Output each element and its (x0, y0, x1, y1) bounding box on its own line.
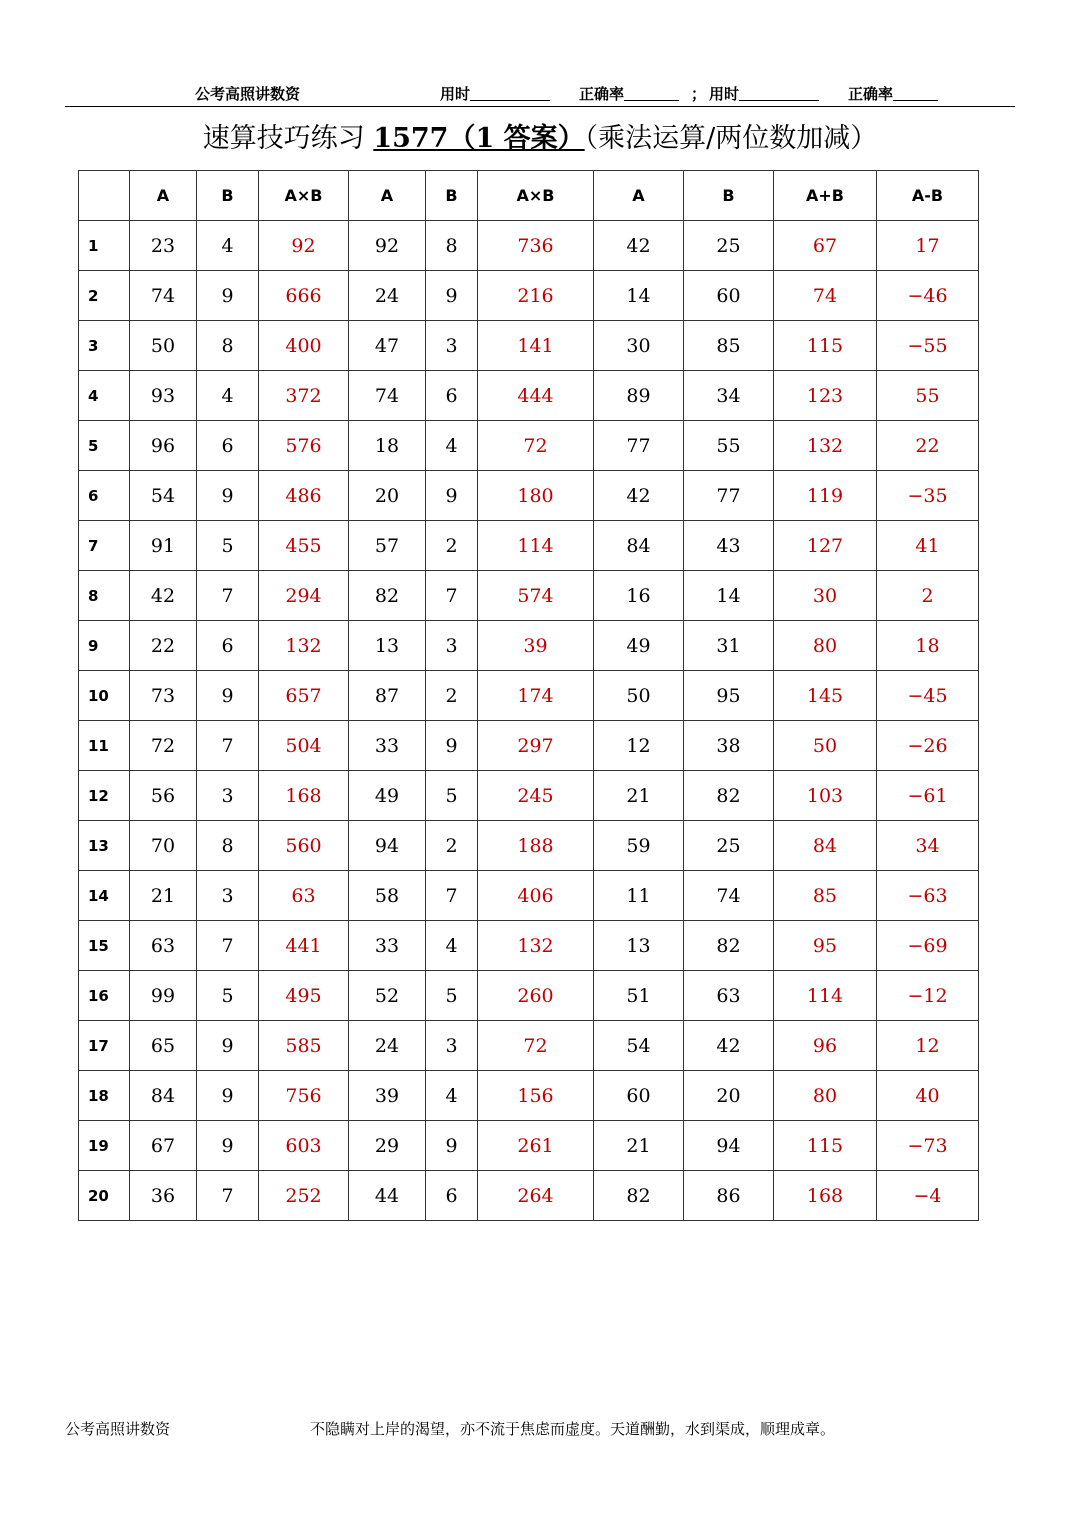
operand-cell: 91 (130, 521, 197, 571)
operand-cell: 5 (197, 521, 259, 571)
operand-cell: 63 (130, 921, 197, 971)
row-number: 1 (79, 221, 130, 271)
operand-cell: 23 (130, 221, 197, 271)
answer-cell: 84 (774, 821, 877, 871)
answer-cell: 96 (774, 1021, 877, 1071)
row-number: 13 (79, 821, 130, 871)
operand-cell: 20 (349, 471, 426, 521)
operand-cell: 25 (684, 821, 774, 871)
operand-cell: 7 (426, 871, 478, 921)
answer-cell: 168 (774, 1171, 877, 1221)
operand-cell: 4 (197, 221, 259, 271)
answer-cell: 12 (877, 1021, 979, 1071)
time-blank-1[interactable] (470, 86, 550, 101)
answer-cell: 18 (877, 621, 979, 671)
operand-cell: 54 (130, 471, 197, 521)
answer-cell: −12 (877, 971, 979, 1021)
accuracy-label-2: 正确率 (848, 85, 894, 103)
operand-cell: 9 (426, 471, 478, 521)
operand-cell: 94 (684, 1121, 774, 1171)
time-label-2: 用时 (709, 85, 740, 103)
operand-cell: 42 (594, 221, 684, 271)
answer-cell: 736 (478, 221, 594, 271)
answer-cell: 85 (774, 871, 877, 921)
operand-cell: 67 (130, 1121, 197, 1171)
operand-cell: 77 (684, 471, 774, 521)
operand-cell: 96 (130, 421, 197, 471)
answer-cell: 560 (259, 821, 349, 871)
operand-cell: 84 (130, 1071, 197, 1121)
answer-cell: 444 (478, 371, 594, 421)
answer-cell: 114 (774, 971, 877, 1021)
operand-cell: 9 (426, 271, 478, 321)
operand-cell: 7 (197, 721, 259, 771)
answer-cell: 72 (478, 1021, 594, 1071)
accuracy-blank-1[interactable] (624, 86, 679, 101)
table-row (79, 671, 979, 721)
column-header: A×B (259, 171, 349, 221)
operand-cell: 38 (684, 721, 774, 771)
answer-cell: 400 (259, 321, 349, 371)
table-row (79, 1121, 979, 1171)
answer-cell: 406 (478, 871, 594, 921)
operand-cell: 12 (594, 721, 684, 771)
operand-cell: 43 (684, 521, 774, 571)
operand-cell: 52 (349, 971, 426, 1021)
row-number: 12 (79, 771, 130, 821)
answer-cell: −46 (877, 271, 979, 321)
accuracy-field-1 (579, 83, 624, 104)
operand-cell: 3 (426, 1021, 478, 1071)
answer-cell: 41 (877, 521, 979, 571)
operand-cell: 3 (197, 871, 259, 921)
table-row (79, 821, 979, 871)
operand-cell: 7 (197, 1171, 259, 1221)
table-body (79, 221, 979, 1221)
operand-cell: 3 (426, 321, 478, 371)
answer-cell: 74 (774, 271, 877, 321)
operand-cell: 73 (130, 671, 197, 721)
operand-cell: 58 (349, 871, 426, 921)
operand-cell: 42 (130, 571, 197, 621)
title-code: 1577（1 答案） (373, 123, 585, 154)
operand-cell: 51 (594, 971, 684, 1021)
operand-cell: 8 (197, 821, 259, 871)
footer-motto: 不隐瞒对上岸的渴望，亦不流于焦虑而虚度。天道酬勤，水到渠成，顺理成章。 (310, 1420, 836, 1438)
operand-cell: 14 (594, 271, 684, 321)
row-number: 17 (79, 1021, 130, 1071)
operand-cell: 60 (594, 1071, 684, 1121)
operand-cell: 2 (426, 521, 478, 571)
row-number: 20 (79, 1171, 130, 1221)
table-row (79, 871, 979, 921)
operand-cell: 50 (130, 321, 197, 371)
title-suffix: （乘法运算/两位数加减） (584, 123, 878, 154)
operand-cell: 70 (130, 821, 197, 871)
answer-cell: 264 (478, 1171, 594, 1221)
table-row (79, 771, 979, 821)
footer-brand: 公考高照讲数资 (65, 1420, 171, 1438)
operand-cell: 59 (594, 821, 684, 871)
column-header: A+B (774, 171, 877, 221)
answer-cell: 495 (259, 971, 349, 1021)
operand-cell: 6 (426, 1171, 478, 1221)
operand-cell: 9 (197, 1021, 259, 1071)
operand-cell: 33 (349, 921, 426, 971)
table-row (79, 521, 979, 571)
operand-cell: 30 (594, 321, 684, 371)
answer-cell: −26 (877, 721, 979, 771)
operand-cell: 9 (426, 1121, 478, 1171)
operand-cell: 33 (349, 721, 426, 771)
accuracy-label-1: 正确率 (579, 85, 625, 103)
time-label-1: 用时 (440, 85, 471, 103)
operand-cell: 8 (197, 321, 259, 371)
row-number: 8 (79, 571, 130, 621)
answer-cell: 17 (877, 221, 979, 271)
answer-cell: 455 (259, 521, 349, 571)
operand-cell: 63 (684, 971, 774, 1021)
operand-cell: 39 (349, 1071, 426, 1121)
table-row (79, 271, 979, 321)
operand-cell: 4 (197, 371, 259, 421)
operand-cell: 29 (349, 1121, 426, 1171)
operand-cell: 49 (594, 621, 684, 671)
answer-cell: 95 (774, 921, 877, 971)
answer-cell: 216 (478, 271, 594, 321)
practice-table (78, 170, 979, 1221)
operand-cell: 74 (684, 871, 774, 921)
answer-cell: 657 (259, 671, 349, 721)
operand-cell: 82 (594, 1171, 684, 1221)
row-number: 6 (79, 471, 130, 521)
operand-cell: 13 (594, 921, 684, 971)
operand-cell: 4 (426, 921, 478, 971)
time-field-1 (440, 83, 470, 104)
operand-cell: 93 (130, 371, 197, 421)
operand-cell: 9 (197, 471, 259, 521)
column-header: A×B (478, 171, 594, 221)
row-number: 3 (79, 321, 130, 371)
answer-cell: 261 (478, 1121, 594, 1171)
operand-cell: 21 (130, 871, 197, 921)
header-separator: ； (691, 85, 707, 103)
column-header: B (197, 171, 259, 221)
answer-cell: 115 (774, 1121, 877, 1171)
answer-cell: 756 (259, 1071, 349, 1121)
answer-cell: 486 (259, 471, 349, 521)
answer-cell: 132 (774, 421, 877, 471)
table-row (79, 371, 979, 421)
table-row (79, 621, 979, 671)
operand-cell: 7 (426, 571, 478, 621)
table-header-row (79, 171, 979, 221)
operand-cell: 60 (684, 271, 774, 321)
operand-cell: 72 (130, 721, 197, 771)
answer-cell: 67 (774, 221, 877, 271)
answer-cell: 294 (259, 571, 349, 621)
table-row (79, 1021, 979, 1071)
table-row (79, 921, 979, 971)
operand-cell: 74 (349, 371, 426, 421)
answer-cell: 50 (774, 721, 877, 771)
operand-cell: 34 (684, 371, 774, 421)
table-row (79, 321, 979, 371)
row-number: 16 (79, 971, 130, 1021)
operand-cell: 14 (684, 571, 774, 621)
operand-cell: 16 (594, 571, 684, 621)
answer-cell: 132 (478, 921, 594, 971)
table-row (79, 221, 979, 271)
answer-cell: 39 (478, 621, 594, 671)
operand-cell: 20 (684, 1071, 774, 1121)
column-header: B (426, 171, 478, 221)
operand-cell: 9 (197, 271, 259, 321)
operand-cell: 9 (197, 671, 259, 721)
operand-cell: 7 (197, 921, 259, 971)
answer-cell: 72 (478, 421, 594, 471)
answer-cell: 115 (774, 321, 877, 371)
operand-cell: 8 (426, 221, 478, 271)
operand-cell: 5 (426, 971, 478, 1021)
operand-cell: 44 (349, 1171, 426, 1221)
answer-cell: 504 (259, 721, 349, 771)
operand-cell: 9 (197, 1071, 259, 1121)
answer-cell: 34 (877, 821, 979, 871)
answer-cell: 574 (478, 571, 594, 621)
row-number: 4 (79, 371, 130, 421)
answer-cell: 127 (774, 521, 877, 571)
column-header: A (130, 171, 197, 221)
answer-cell: 92 (259, 221, 349, 271)
table-row (79, 971, 979, 1021)
operand-cell: 2 (426, 671, 478, 721)
title-prefix: 速算技巧练习 (202, 123, 365, 154)
answer-cell: 132 (259, 621, 349, 671)
operand-cell: 65 (130, 1021, 197, 1071)
operand-cell: 50 (594, 671, 684, 721)
operand-cell: 4 (426, 1071, 478, 1121)
table-row (79, 1071, 979, 1121)
operand-cell: 86 (684, 1171, 774, 1221)
operand-cell: 6 (197, 421, 259, 471)
accuracy-blank-2[interactable] (893, 86, 938, 101)
row-number: 19 (79, 1121, 130, 1171)
answer-cell: 40 (877, 1071, 979, 1121)
answer-cell: 666 (259, 271, 349, 321)
operand-cell: 56 (130, 771, 197, 821)
operand-cell: 82 (684, 771, 774, 821)
operand-cell: 7 (197, 571, 259, 621)
page-title (0, 116, 1080, 155)
operand-cell: 36 (130, 1171, 197, 1221)
answer-cell: 372 (259, 371, 349, 421)
operand-cell: 42 (594, 471, 684, 521)
operand-cell: 9 (197, 1121, 259, 1171)
table-row (79, 721, 979, 771)
answer-cell: −63 (877, 871, 979, 921)
answer-cell: 188 (478, 821, 594, 871)
answer-cell: 55 (877, 371, 979, 421)
table-row (79, 421, 979, 471)
operand-cell: 2 (426, 821, 478, 871)
operand-cell: 95 (684, 671, 774, 721)
answer-cell: −61 (877, 771, 979, 821)
answer-cell: 80 (774, 621, 877, 671)
operand-cell: 82 (349, 571, 426, 621)
answer-cell: 63 (259, 871, 349, 921)
operand-cell: 5 (426, 771, 478, 821)
operand-cell: 6 (426, 371, 478, 421)
operand-cell: 31 (684, 621, 774, 671)
answer-cell: 252 (259, 1171, 349, 1221)
answer-cell: 22 (877, 421, 979, 471)
column-header: A (349, 171, 426, 221)
operand-cell: 82 (684, 921, 774, 971)
operand-cell: 13 (349, 621, 426, 671)
answer-cell: 174 (478, 671, 594, 721)
answer-cell: 180 (478, 471, 594, 521)
time-blank-2[interactable] (739, 86, 819, 101)
column-header-index (79, 171, 130, 221)
answer-cell: 156 (478, 1071, 594, 1121)
table-row (79, 1171, 979, 1221)
row-number: 2 (79, 271, 130, 321)
row-number: 9 (79, 621, 130, 671)
answer-cell: 80 (774, 1071, 877, 1121)
row-number: 5 (79, 421, 130, 471)
answer-cell: −35 (877, 471, 979, 521)
answer-cell: 30 (774, 571, 877, 621)
operand-cell: 74 (130, 271, 197, 321)
operand-cell: 9 (426, 721, 478, 771)
answer-cell: 114 (478, 521, 594, 571)
operand-cell: 3 (197, 771, 259, 821)
answer-cell: 603 (259, 1121, 349, 1171)
row-number: 14 (79, 871, 130, 921)
answer-cell: 576 (259, 421, 349, 471)
answer-cell: 145 (774, 671, 877, 721)
row-number: 11 (79, 721, 130, 771)
answer-cell: 585 (259, 1021, 349, 1071)
answer-cell: −55 (877, 321, 979, 371)
answer-cell: 103 (774, 771, 877, 821)
answer-cell: 119 (774, 471, 877, 521)
time-field-2 (709, 83, 739, 104)
column-header: B (684, 171, 774, 221)
operand-cell: 84 (594, 521, 684, 571)
column-header: A (594, 171, 684, 221)
answer-cell: 141 (478, 321, 594, 371)
answer-cell: 245 (478, 771, 594, 821)
operand-cell: 85 (684, 321, 774, 371)
header-bar (65, 80, 1015, 107)
operand-cell: 94 (349, 821, 426, 871)
operand-cell: 57 (349, 521, 426, 571)
operand-cell: 22 (130, 621, 197, 671)
answer-cell: 297 (478, 721, 594, 771)
operand-cell: 47 (349, 321, 426, 371)
answer-cell: −4 (877, 1171, 979, 1221)
accuracy-field-2 (848, 83, 893, 104)
answer-cell: −45 (877, 671, 979, 721)
table-row (79, 571, 979, 621)
operand-cell: 25 (684, 221, 774, 271)
operand-cell: 6 (197, 621, 259, 671)
answer-cell: 168 (259, 771, 349, 821)
column-header: A-B (877, 171, 979, 221)
operand-cell: 21 (594, 1121, 684, 1171)
table-row (79, 471, 979, 521)
operand-cell: 55 (684, 421, 774, 471)
row-number: 10 (79, 671, 130, 721)
answer-cell: 2 (877, 571, 979, 621)
operand-cell: 49 (349, 771, 426, 821)
operand-cell: 4 (426, 421, 478, 471)
answer-cell: 123 (774, 371, 877, 421)
operand-cell: 89 (594, 371, 684, 421)
answer-cell: −73 (877, 1121, 979, 1171)
operand-cell: 3 (426, 621, 478, 671)
header-brand: 公考高照讲数资 (195, 85, 301, 103)
answer-cell: 260 (478, 971, 594, 1021)
operand-cell: 77 (594, 421, 684, 471)
operand-cell: 24 (349, 271, 426, 321)
operand-cell: 42 (684, 1021, 774, 1071)
answer-cell: −69 (877, 921, 979, 971)
operand-cell: 54 (594, 1021, 684, 1071)
operand-cell: 5 (197, 971, 259, 1021)
operand-cell: 11 (594, 871, 684, 921)
operand-cell: 87 (349, 671, 426, 721)
operand-cell: 24 (349, 1021, 426, 1071)
row-number: 15 (79, 921, 130, 971)
operand-cell: 99 (130, 971, 197, 1021)
operand-cell: 92 (349, 221, 426, 271)
row-number: 18 (79, 1071, 130, 1121)
operand-cell: 18 (349, 421, 426, 471)
operand-cell: 21 (594, 771, 684, 821)
answer-cell: 441 (259, 921, 349, 971)
row-number: 7 (79, 521, 130, 571)
